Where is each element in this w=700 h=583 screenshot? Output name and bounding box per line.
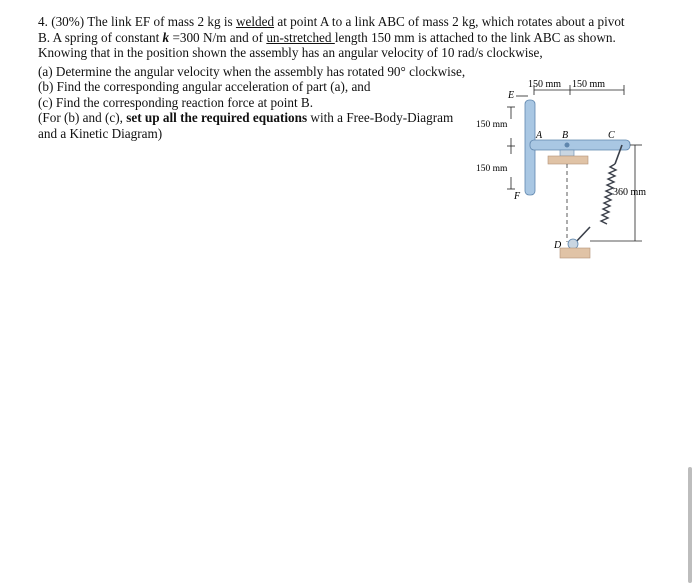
problem-weight: (30%) [51,14,85,29]
pivot-ground [548,156,588,164]
note-line-2: and a Kinetic Diagram) [38,125,163,141]
problem-text-span: =300 N/m and of [169,29,267,45]
label-D: D [554,240,562,251]
problem-line-3: Knowing that in the position shown the assembly has an angular velocity of 10 rad/s clockwise, [38,45,543,60]
problem-line-2 [38,30,638,46]
note-text: (For (b) and (c), [38,110,127,125]
part-a: (a) Determine the angular velocity when the assembly has rotated 90° clockwise, [38,63,466,79]
problem-text-span: The link EF of mass 2 kg is [87,14,236,29]
right-dimension [590,145,646,241]
dim-right: 360 mm [613,187,647,198]
dim-top-left: 150 mm [528,79,562,90]
problem-text-span: at point A to a link ABC of mass 2 kg, which rotates about a pivot [274,14,625,29]
problem-text-span: B. A spring of constant [38,29,163,45]
problem-text-span: length 150 mm is attached to the link ABC as shown. [334,29,616,45]
spring-constant-symbol: k [162,29,170,45]
label-F: F [514,191,521,202]
note-bold-text: set up all the required equations [126,110,308,125]
scrollbar[interactable] [688,467,692,583]
label-C: C [608,130,615,141]
anchor-pin [568,239,578,249]
left-dimension [476,107,515,189]
pivot-pin [565,143,570,148]
link-ABC [530,140,630,150]
problem-line-1 [38,14,638,30]
label-E: E [508,90,515,101]
anchor-D [553,239,590,258]
part-c: (c) Find the corresponding reaction force at point B. [38,94,314,110]
part-b: (b) Find the corresponding angular acceleration of part (a), and [38,79,371,94]
dim-left-upper: 150 mm [476,120,508,130]
mechanism-figure [470,72,670,272]
label-A: A [536,130,543,141]
note-text: with a Free-Body-Diagram [307,110,454,125]
welded-underlined: welded [235,14,275,29]
anchor-ground [560,248,590,258]
label-B: B [562,130,569,141]
top-dimension [528,79,624,95]
pivot-bracket [560,150,574,156]
unstretched-underlined: un-stretched [266,29,335,45]
dim-left-lower: 150 mm [476,164,508,174]
dim-top-right: 150 mm [572,79,606,90]
problem-number: 4. [38,14,48,29]
